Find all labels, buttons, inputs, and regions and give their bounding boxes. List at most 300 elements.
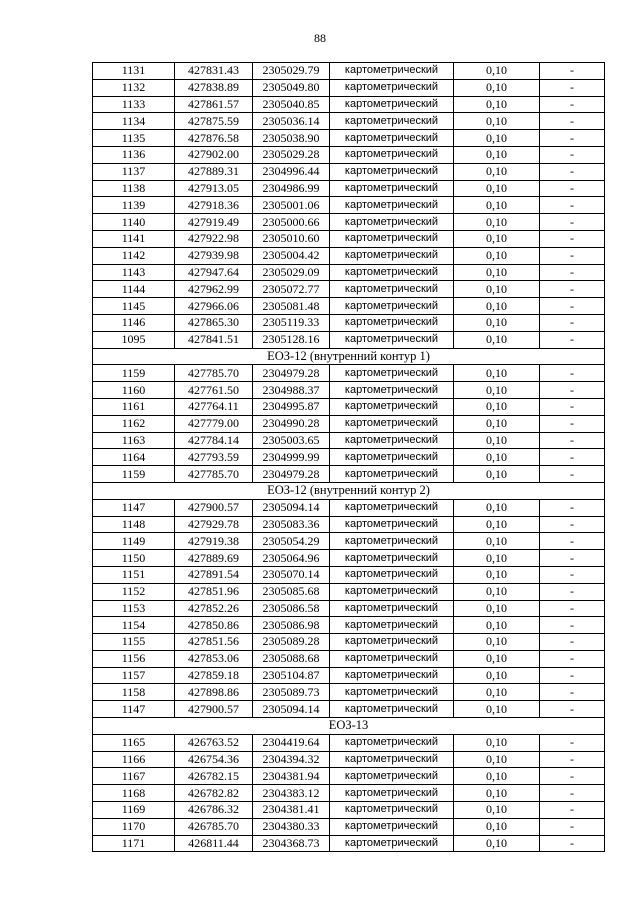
table-row	[93, 298, 605, 315]
accuracy-cell: 0,10	[454, 281, 540, 298]
point-number-cell: 1137	[93, 163, 175, 180]
y-coordinate-cell: 2305094.14	[253, 701, 330, 718]
table-row	[93, 617, 605, 634]
method-cell: картометрический	[330, 835, 454, 852]
section-title: ЕОЗ-12 (внутренний контур 2)	[93, 482, 605, 499]
x-coordinate-cell: 427962.99	[175, 281, 253, 298]
y-coordinate-cell: 2305089.28	[253, 634, 330, 651]
method-cell: картометрический	[330, 566, 454, 583]
y-coordinate-cell: 2305029.79	[253, 63, 330, 80]
accuracy-cell: 0,10	[454, 230, 540, 247]
method-cell: картометрический	[330, 197, 454, 214]
x-coordinate-cell: 426782.15	[175, 768, 253, 785]
x-coordinate-cell: 427922.98	[175, 230, 253, 247]
method-cell: картометрический	[330, 600, 454, 617]
point-number-cell: 1159	[93, 365, 175, 382]
method-cell: картометрический	[330, 583, 454, 600]
x-coordinate-cell: 427919.49	[175, 214, 253, 231]
x-coordinate-cell: 427853.06	[175, 650, 253, 667]
table-row	[93, 701, 605, 718]
y-coordinate-cell: 2305128.16	[253, 331, 330, 348]
method-cell: картометрический	[330, 314, 454, 331]
x-coordinate-cell: 427764.11	[175, 398, 253, 415]
table-row	[93, 466, 605, 483]
accuracy-cell: 0,10	[454, 466, 540, 483]
description-cell: -	[540, 146, 605, 163]
description-cell: -	[540, 180, 605, 197]
table-row	[93, 79, 605, 96]
table-row	[93, 415, 605, 432]
point-number-cell: 1132	[93, 79, 175, 96]
y-coordinate-cell: 2305119.33	[253, 314, 330, 331]
point-number-cell: 1131	[93, 63, 175, 80]
x-coordinate-cell: 427859.18	[175, 667, 253, 684]
method-cell: картометрический	[330, 734, 454, 751]
method-cell: картометрический	[330, 432, 454, 449]
y-coordinate-cell: 2305010.60	[253, 230, 330, 247]
table-row	[93, 768, 605, 785]
table-row	[93, 432, 605, 449]
y-coordinate-cell: 2305083.36	[253, 516, 330, 533]
table-row	[93, 130, 605, 147]
y-coordinate-cell: 2305086.98	[253, 617, 330, 634]
accuracy-cell: 0,10	[454, 247, 540, 264]
table-row	[93, 281, 605, 298]
point-number-cell: 1133	[93, 96, 175, 113]
description-cell: -	[540, 667, 605, 684]
y-coordinate-cell: 2305094.14	[253, 499, 330, 516]
accuracy-cell: 0,10	[454, 382, 540, 399]
table-row	[93, 818, 605, 835]
x-coordinate-cell: 426786.32	[175, 802, 253, 819]
x-coordinate-cell: 427889.69	[175, 550, 253, 567]
x-coordinate-cell: 427918.36	[175, 197, 253, 214]
point-number-cell: 1095	[93, 331, 175, 348]
table-row	[93, 63, 605, 80]
y-coordinate-cell: 2305004.42	[253, 247, 330, 264]
y-coordinate-cell: 2305086.58	[253, 600, 330, 617]
point-number-cell: 1134	[93, 113, 175, 130]
x-coordinate-cell: 427841.51	[175, 331, 253, 348]
description-cell: -	[540, 650, 605, 667]
x-coordinate-cell: 426785.70	[175, 818, 253, 835]
description-cell: -	[540, 298, 605, 315]
accuracy-cell: 0,10	[454, 331, 540, 348]
y-coordinate-cell: 2305081.48	[253, 298, 330, 315]
description-cell: -	[540, 96, 605, 113]
description-cell: -	[540, 79, 605, 96]
method-cell: картометрический	[330, 533, 454, 550]
table-row	[93, 600, 605, 617]
method-cell: картометрический	[330, 63, 454, 80]
description-cell: -	[540, 818, 605, 835]
page-number: 88	[314, 31, 326, 45]
point-number-cell: 1153	[93, 600, 175, 617]
y-coordinate-cell: 2305040.85	[253, 96, 330, 113]
point-number-cell: 1144	[93, 281, 175, 298]
method-cell: картометрический	[330, 667, 454, 684]
point-number-cell: 1169	[93, 802, 175, 819]
accuracy-cell: 0,10	[454, 113, 540, 130]
description-cell: -	[540, 314, 605, 331]
point-number-cell: 1151	[93, 566, 175, 583]
y-coordinate-cell: 2304394.32	[253, 751, 330, 768]
method-cell: картометрический	[330, 466, 454, 483]
table-row	[93, 835, 605, 852]
point-number-cell: 1165	[93, 734, 175, 751]
y-coordinate-cell: 2305049.80	[253, 79, 330, 96]
y-coordinate-cell: 2305029.09	[253, 264, 330, 281]
x-coordinate-cell: 427929.78	[175, 516, 253, 533]
point-number-cell: 1143	[93, 264, 175, 281]
y-coordinate-cell: 2304999.99	[253, 449, 330, 466]
y-coordinate-cell: 2304979.28	[253, 365, 330, 382]
method-cell: картометрический	[330, 365, 454, 382]
point-number-cell: 1156	[93, 650, 175, 667]
section-header-row	[93, 348, 605, 365]
accuracy-cell: 0,10	[454, 768, 540, 785]
method-cell: картометрический	[330, 785, 454, 802]
x-coordinate-cell: 426763.52	[175, 734, 253, 751]
accuracy-cell: 0,10	[454, 583, 540, 600]
method-cell: картометрический	[330, 684, 454, 701]
y-coordinate-cell: 2304368.73	[253, 835, 330, 852]
point-number-cell: 1154	[93, 617, 175, 634]
x-coordinate-cell: 427761.50	[175, 382, 253, 399]
accuracy-cell: 0,10	[454, 365, 540, 382]
accuracy-cell: 0,10	[454, 298, 540, 315]
point-number-cell: 1149	[93, 533, 175, 550]
x-coordinate-cell: 427785.70	[175, 466, 253, 483]
method-cell: картометрический	[330, 617, 454, 634]
method-cell: картометрический	[330, 768, 454, 785]
y-coordinate-cell: 2304990.28	[253, 415, 330, 432]
description-cell: -	[540, 382, 605, 399]
description-cell: -	[540, 398, 605, 415]
description-cell: -	[540, 197, 605, 214]
table-row	[93, 550, 605, 567]
point-number-cell: 1150	[93, 550, 175, 567]
accuracy-cell: 0,10	[454, 734, 540, 751]
section-title: ЕОЗ-12 (внутренний контур 1)	[93, 348, 605, 365]
x-coordinate-cell: 427875.59	[175, 113, 253, 130]
accuracy-cell: 0,10	[454, 214, 540, 231]
description-cell: -	[540, 214, 605, 231]
description-cell: -	[540, 130, 605, 147]
y-coordinate-cell: 2305036.14	[253, 113, 330, 130]
point-number-cell: 1158	[93, 684, 175, 701]
method-cell: картометрический	[330, 214, 454, 231]
description-cell: -	[540, 768, 605, 785]
accuracy-cell: 0,10	[454, 684, 540, 701]
x-coordinate-cell: 427902.00	[175, 146, 253, 163]
point-number-cell: 1148	[93, 516, 175, 533]
y-coordinate-cell: 2304381.41	[253, 802, 330, 819]
point-number-cell: 1161	[93, 398, 175, 415]
accuracy-cell: 0,10	[454, 516, 540, 533]
x-coordinate-cell: 427785.70	[175, 365, 253, 382]
y-coordinate-cell: 2304381.94	[253, 768, 330, 785]
description-cell: -	[540, 365, 605, 382]
table-row	[93, 214, 605, 231]
coordinates-table-body	[93, 63, 605, 852]
accuracy-cell: 0,10	[454, 499, 540, 516]
method-cell: картометрический	[330, 264, 454, 281]
point-number-cell: 1162	[93, 415, 175, 432]
x-coordinate-cell: 426811.44	[175, 835, 253, 852]
accuracy-cell: 0,10	[454, 650, 540, 667]
accuracy-cell: 0,10	[454, 600, 540, 617]
method-cell: картометрический	[330, 499, 454, 516]
table-row	[93, 163, 605, 180]
accuracy-cell: 0,10	[454, 79, 540, 96]
description-cell: -	[540, 499, 605, 516]
point-number-cell: 1163	[93, 432, 175, 449]
x-coordinate-cell: 426754.36	[175, 751, 253, 768]
table-row	[93, 802, 605, 819]
method-cell: картометрический	[330, 298, 454, 315]
point-number-cell: 1170	[93, 818, 175, 835]
table-row	[93, 264, 605, 281]
x-coordinate-cell: 427947.64	[175, 264, 253, 281]
y-coordinate-cell: 2304996.44	[253, 163, 330, 180]
x-coordinate-cell: 427919.38	[175, 533, 253, 550]
x-coordinate-cell: 427900.57	[175, 701, 253, 718]
section-title: ЕОЗ-13	[93, 718, 605, 735]
description-cell: -	[540, 550, 605, 567]
accuracy-cell: 0,10	[454, 818, 540, 835]
point-number-cell: 1145	[93, 298, 175, 315]
y-coordinate-cell: 2305072.77	[253, 281, 330, 298]
point-number-cell: 1160	[93, 382, 175, 399]
x-coordinate-cell: 427939.98	[175, 247, 253, 264]
accuracy-cell: 0,10	[454, 667, 540, 684]
accuracy-cell: 0,10	[454, 751, 540, 768]
method-cell: картометрический	[330, 247, 454, 264]
description-cell: -	[540, 533, 605, 550]
description-cell: -	[540, 617, 605, 634]
coordinates-table	[92, 62, 605, 852]
description-cell: -	[540, 802, 605, 819]
y-coordinate-cell: 2304988.37	[253, 382, 330, 399]
table-row	[93, 247, 605, 264]
description-cell: -	[540, 466, 605, 483]
method-cell: картометрический	[330, 550, 454, 567]
accuracy-cell: 0,10	[454, 96, 540, 113]
method-cell: картометрический	[330, 281, 454, 298]
y-coordinate-cell: 2305070.14	[253, 566, 330, 583]
table-row	[93, 583, 605, 600]
y-coordinate-cell: 2305003.65	[253, 432, 330, 449]
accuracy-cell: 0,10	[454, 533, 540, 550]
table-row	[93, 230, 605, 247]
accuracy-cell: 0,10	[454, 785, 540, 802]
point-number-cell: 1159	[93, 466, 175, 483]
description-cell: -	[540, 230, 605, 247]
method-cell: картометрический	[330, 398, 454, 415]
x-coordinate-cell: 427851.56	[175, 634, 253, 651]
y-coordinate-cell: 2304380.33	[253, 818, 330, 835]
table-row	[93, 180, 605, 197]
accuracy-cell: 0,10	[454, 180, 540, 197]
y-coordinate-cell: 2305064.96	[253, 550, 330, 567]
method-cell: картометрический	[330, 146, 454, 163]
table-row	[93, 449, 605, 466]
method-cell: картометрический	[330, 79, 454, 96]
point-number-cell: 1147	[93, 701, 175, 718]
point-number-cell: 1164	[93, 449, 175, 466]
x-coordinate-cell: 427913.05	[175, 180, 253, 197]
accuracy-cell: 0,10	[454, 130, 540, 147]
accuracy-cell: 0,10	[454, 146, 540, 163]
point-number-cell: 1157	[93, 667, 175, 684]
accuracy-cell: 0,10	[454, 264, 540, 281]
description-cell: -	[540, 247, 605, 264]
description-cell: -	[540, 63, 605, 80]
description-cell: -	[540, 415, 605, 432]
method-cell: картометрический	[330, 382, 454, 399]
point-number-cell: 1147	[93, 499, 175, 516]
method-cell: картометрический	[330, 415, 454, 432]
table-row	[93, 398, 605, 415]
table-row	[93, 566, 605, 583]
description-cell: -	[540, 583, 605, 600]
accuracy-cell: 0,10	[454, 449, 540, 466]
description-cell: -	[540, 785, 605, 802]
point-number-cell: 1135	[93, 130, 175, 147]
point-number-cell: 1141	[93, 230, 175, 247]
y-coordinate-cell: 2305085.68	[253, 583, 330, 600]
point-number-cell: 1139	[93, 197, 175, 214]
point-number-cell: 1146	[93, 314, 175, 331]
accuracy-cell: 0,10	[454, 314, 540, 331]
y-coordinate-cell: 2304979.28	[253, 466, 330, 483]
description-cell: -	[540, 835, 605, 852]
accuracy-cell: 0,10	[454, 163, 540, 180]
y-coordinate-cell: 2304383.12	[253, 785, 330, 802]
accuracy-cell: 0,10	[454, 802, 540, 819]
y-coordinate-cell: 2305054.29	[253, 533, 330, 550]
method-cell: картометрический	[330, 130, 454, 147]
table-row	[93, 634, 605, 651]
y-coordinate-cell: 2305001.06	[253, 197, 330, 214]
method-cell: картометрический	[330, 163, 454, 180]
table-row	[93, 365, 605, 382]
y-coordinate-cell: 2304995.87	[253, 398, 330, 415]
y-coordinate-cell: 2305088.68	[253, 650, 330, 667]
table-row	[93, 684, 605, 701]
accuracy-cell: 0,10	[454, 550, 540, 567]
table-row	[93, 650, 605, 667]
x-coordinate-cell: 427966.06	[175, 298, 253, 315]
description-cell: -	[540, 684, 605, 701]
section-header-row	[93, 718, 605, 735]
table-row	[93, 667, 605, 684]
accuracy-cell: 0,10	[454, 566, 540, 583]
point-number-cell: 1152	[93, 583, 175, 600]
x-coordinate-cell: 427838.89	[175, 79, 253, 96]
section-header-row	[93, 482, 605, 499]
y-coordinate-cell: 2305089.73	[253, 684, 330, 701]
table-row	[93, 113, 605, 130]
y-coordinate-cell: 2304419.64	[253, 734, 330, 751]
x-coordinate-cell: 427876.58	[175, 130, 253, 147]
description-cell: -	[540, 516, 605, 533]
table-row	[93, 331, 605, 348]
table-row	[93, 533, 605, 550]
table-row	[93, 146, 605, 163]
accuracy-cell: 0,10	[454, 835, 540, 852]
point-number-cell: 1168	[93, 785, 175, 802]
method-cell: картометрический	[330, 113, 454, 130]
description-cell: -	[540, 751, 605, 768]
method-cell: картометрический	[330, 818, 454, 835]
table-row	[93, 197, 605, 214]
table-row	[93, 516, 605, 533]
table-row	[93, 96, 605, 113]
description-cell: -	[540, 163, 605, 180]
point-number-cell: 1136	[93, 146, 175, 163]
method-cell: картометрический	[330, 180, 454, 197]
x-coordinate-cell: 426782.82	[175, 785, 253, 802]
method-cell: картометрический	[330, 331, 454, 348]
table-row	[93, 382, 605, 399]
x-coordinate-cell: 427779.00	[175, 415, 253, 432]
description-cell: -	[540, 701, 605, 718]
point-number-cell: 1167	[93, 768, 175, 785]
method-cell: картометрический	[330, 751, 454, 768]
accuracy-cell: 0,10	[454, 701, 540, 718]
y-coordinate-cell: 2305029.28	[253, 146, 330, 163]
y-coordinate-cell: 2305104.87	[253, 667, 330, 684]
x-coordinate-cell: 427865.30	[175, 314, 253, 331]
method-cell: картометрический	[330, 230, 454, 247]
method-cell: картометрический	[330, 650, 454, 667]
point-number-cell: 1155	[93, 634, 175, 651]
table-row	[93, 314, 605, 331]
accuracy-cell: 0,10	[454, 432, 540, 449]
x-coordinate-cell: 427861.57	[175, 96, 253, 113]
x-coordinate-cell: 427784.14	[175, 432, 253, 449]
description-cell: -	[540, 449, 605, 466]
point-number-cell: 1142	[93, 247, 175, 264]
table-row	[93, 751, 605, 768]
description-cell: -	[540, 734, 605, 751]
description-cell: -	[540, 281, 605, 298]
table-row	[93, 734, 605, 751]
method-cell: картометрический	[330, 701, 454, 718]
x-coordinate-cell: 427900.57	[175, 499, 253, 516]
point-number-cell: 1138	[93, 180, 175, 197]
y-coordinate-cell: 2305038.90	[253, 130, 330, 147]
x-coordinate-cell: 427851.96	[175, 583, 253, 600]
description-cell: -	[540, 432, 605, 449]
point-number-cell: 1166	[93, 751, 175, 768]
x-coordinate-cell: 427891.54	[175, 566, 253, 583]
method-cell: картометрический	[330, 449, 454, 466]
method-cell: картометрический	[330, 802, 454, 819]
description-cell: -	[540, 264, 605, 281]
x-coordinate-cell: 427793.59	[175, 449, 253, 466]
description-cell: -	[540, 600, 605, 617]
y-coordinate-cell: 2304986.99	[253, 180, 330, 197]
accuracy-cell: 0,10	[454, 197, 540, 214]
method-cell: картометрический	[330, 516, 454, 533]
description-cell: -	[540, 566, 605, 583]
x-coordinate-cell: 427831.43	[175, 63, 253, 80]
accuracy-cell: 0,10	[454, 63, 540, 80]
point-number-cell: 1140	[93, 214, 175, 231]
